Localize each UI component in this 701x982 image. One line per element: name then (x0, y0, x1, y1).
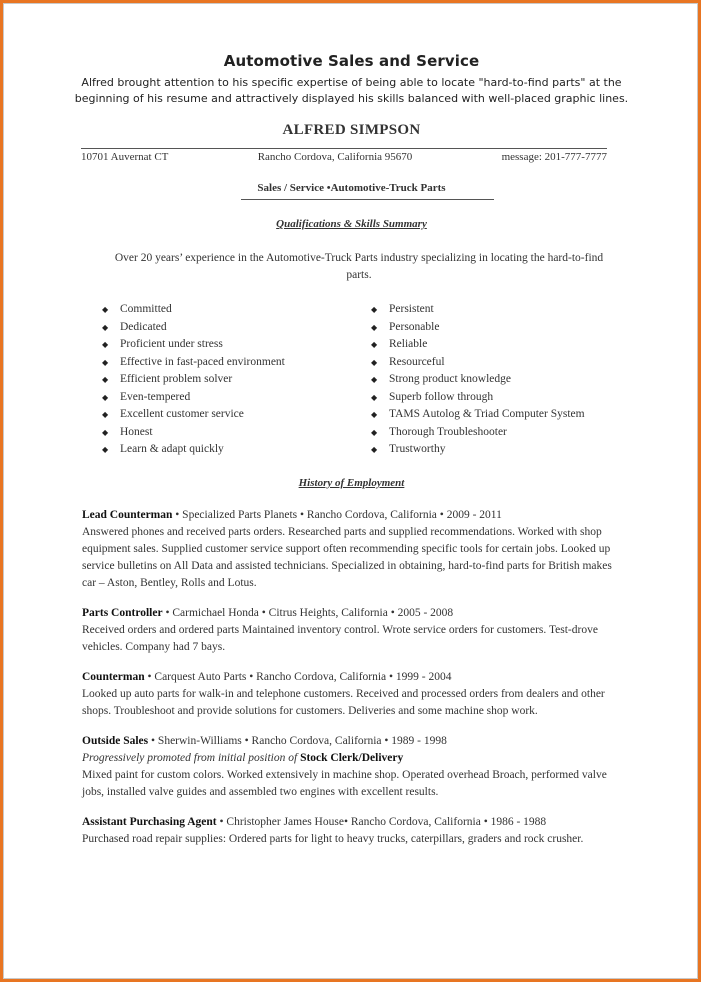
skill-item: ◆ Trustworthy (371, 441, 585, 459)
job-details: • Carmichael Honda • Citrus Heights, California • 2005 - 2008 (162, 607, 454, 619)
job-details: • Carquest Auto Parts • Rancho Cordova, California • 1999 - 2004 (144, 671, 452, 683)
job-entry (82, 669, 612, 720)
skill-item: ◆ Reliable (371, 336, 585, 354)
resume-tagline: Sales / Service •Automotive-Truck Parts (257, 182, 446, 194)
skill-item: ◆ TAMS Autolog & Triad Computer System (371, 406, 585, 424)
contact-address: 10701 Auvernat CT (81, 151, 169, 163)
skill-item: ◆ Proficient under stress (102, 336, 285, 354)
job-details: • Sherwin-Williams • Rancho Cordova, California • 1989 - 1998 (148, 735, 447, 747)
job-entry (82, 814, 612, 848)
job-header (82, 507, 612, 524)
job-title: Parts Controller (82, 607, 163, 619)
skill-item: ◆ Excellent customer service (102, 406, 285, 424)
promotion-text: Progressively promoted from initial position of (82, 752, 301, 764)
skill-item: ◆ Personable (371, 319, 585, 337)
job-description: Purchased road repair supplies: Ordered parts for light to heavy trucks, caterpillars, graders and rock crusher. (82, 833, 584, 845)
contact-line (81, 148, 607, 163)
job-details: • Christopher James House• Rancho Cordova, California • 1986 - 1988 (216, 816, 547, 828)
job-entry (82, 733, 612, 801)
page-description: Alfred brought attention to his specific expertise of being able to locate "hard-to-find parts" at the beginning of his resume and attractively displayed his skills balanced with well-placed graphic lines. (74, 76, 629, 105)
skill-item: ◆ Efficient problem solver (102, 371, 285, 389)
contact-phone: message: 201-777-7777 (501, 151, 607, 163)
history-heading-text: History of Employment (298, 477, 405, 489)
skill-item: ◆ Honest (102, 424, 285, 442)
qualifications-heading-text: Qualifications & Skills Summary (276, 218, 427, 230)
resume-name: ALFRED SIMPSON (282, 122, 421, 138)
history-heading (4, 477, 699, 489)
job-description: Looked up auto parts for walk-in and telephone customers. Received and processed orders from dealers and other shops. Troubleshoot and provide solutions for customers. Deliveries and some machine shop work. (82, 688, 605, 717)
job-header (82, 814, 612, 831)
job-header (82, 605, 612, 622)
skill-item: ◆ Effective in fast-paced environment (102, 354, 285, 372)
contact-city: Rancho Cordova, California 95670 (257, 151, 413, 163)
job-title: Outside Sales (82, 735, 149, 747)
employment-history (82, 507, 612, 861)
skill-item: ◆ Dedicated (102, 319, 285, 337)
skill-item: ◆ Even-tempered (102, 389, 285, 407)
job-header (82, 669, 612, 686)
skills-list-left (102, 301, 285, 459)
skill-item: ◆ Strong product knowledge (371, 371, 585, 389)
job-header (82, 733, 612, 750)
job-promotion (82, 750, 612, 767)
job-title: Lead Counterman (82, 509, 173, 521)
skill-item: ◆ Superb follow through (371, 389, 585, 407)
job-details: • Specialized Parts Planets • Rancho Cordova, California • 2009 - 2011 (172, 509, 502, 521)
job-title: Assistant Purchasing Agent (82, 816, 217, 828)
job-title: Counterman (82, 671, 145, 683)
page-title: Automotive Sales and Service (223, 52, 480, 70)
skill-item: ◆ Learn & adapt quickly (102, 441, 285, 459)
job-description: Received orders and ordered parts Maintained inventory control. Wrote service orders for customers. Test-drove vehicles. Company had 7 bays. (82, 624, 598, 653)
job-description: Mixed paint for custom colors. Worked extensively in machine shop. Operated overhead Broach, performed valve jobs, installed valve guides and assembled two engines with excellent results. (82, 769, 607, 798)
skills-list-right (371, 301, 585, 459)
job-entry (82, 605, 612, 656)
document-page (3, 3, 698, 979)
skill-item: ◆ Thorough Troubleshooter (371, 424, 585, 442)
experience-summary: Over 20 years’ experience in the Automotive-Truck Parts industry specializing in locating the hard-to-find parts. (114, 252, 604, 281)
job-entry (82, 507, 612, 592)
tagline-divider (241, 199, 494, 200)
page-header (4, 52, 699, 107)
job-description: Answered phones and received parts orders. Researched parts and supplied recommendations. Worked with shop equipment sales. Supplied customer service support often recommending specific tools for certain jobs. Looked up service bulletins on All Data and assisted technicians. Specialized in obtaining, hard-to-find parts for British makes car – Aston, Bentley, Rolls and Lotus. (82, 526, 612, 589)
qualifications-heading (4, 218, 699, 230)
skill-item: ◆ Committed (102, 301, 285, 319)
promotion-role: Stock Clerk/Delivery (300, 752, 404, 764)
skill-item: ◆ Persistent (371, 301, 585, 319)
skill-item: ◆ Resourceful (371, 354, 585, 372)
